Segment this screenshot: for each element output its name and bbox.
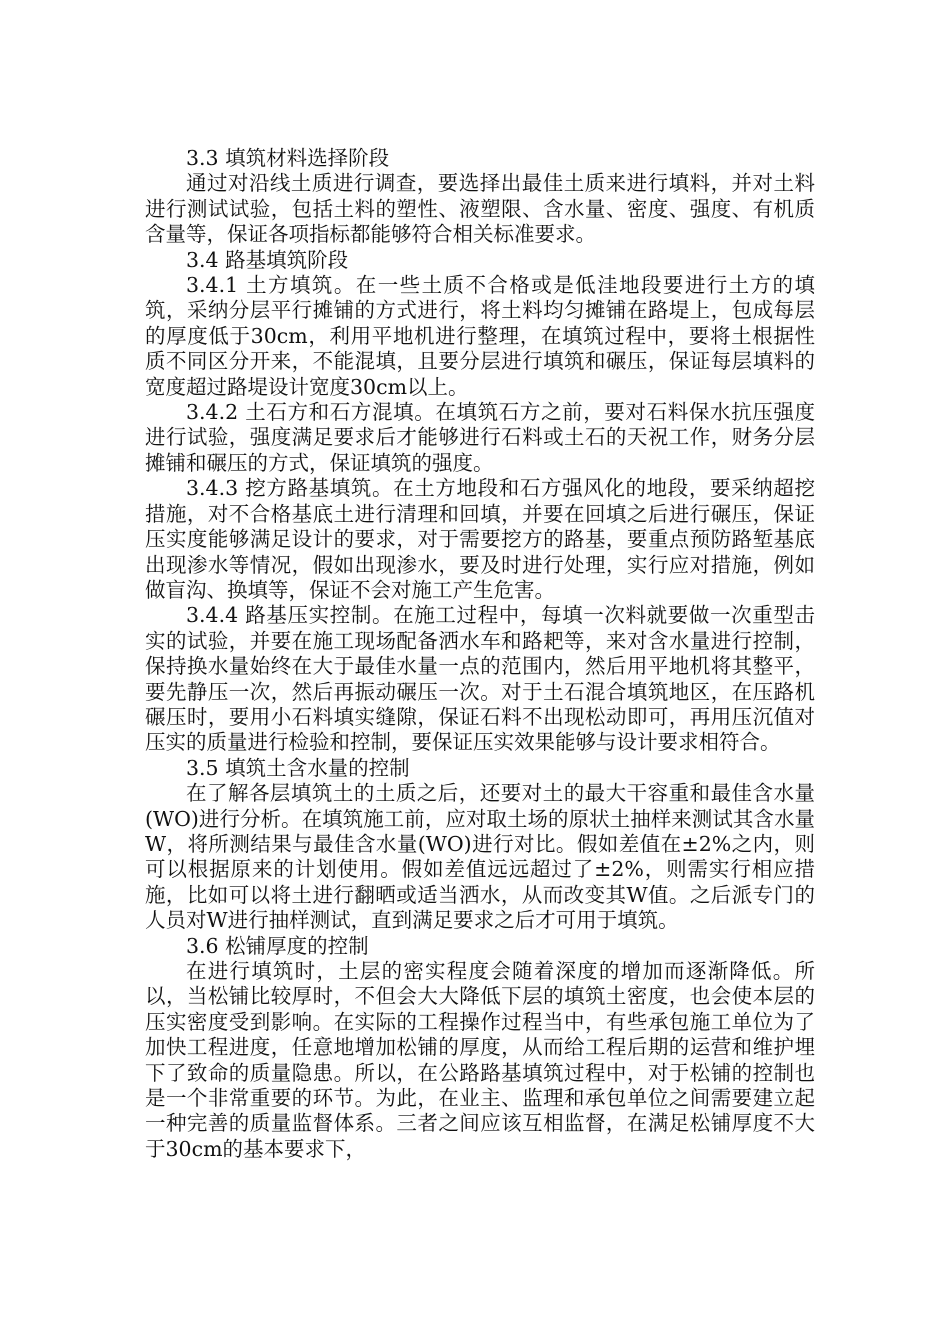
paragraph-compaction-control: 3.4.4 路基压实控制。在施工过程中，每填一次料就要做一次重型击实的试验，并要在施工现场配备洒水车和路耙等，来对含水量进行控制，保持换水量始终在大于最佳水量一点的范围内，然后用平地机将其整平，要先静压一次，然后再振动碾压一次。对于土石混合填筑地区，在压路机碾压时，要用小石料填实缝隙，保证石料不出现松动即可，再用压沉值对压实的质量进行检验和控制，要保证压实效果能够与设计要求相符合。 [145,603,815,755]
paragraph-loose-thickness-control: 在进行填筑时，土层的密实程度会随着深度的增加而逐渐降低。所以，当松铺比较厚时，不但会大大降低下层的填筑土密度，也会使本层的压实密度受到影响。在实际的工程操作过程当中，有些承包施工单位为了加快工程进度，任意地增加松铺的厚度，从而给工程后期的运营和维护埋下了致命的质量隐患。所以，在公路路基填筑过程中，对于松铺的控制也是一个非常重要的环节。为此，在业主、监理和承包单位之间需要建立起一种完善的质量监督体系。三者之间应该互相监督，在满足松铺厚度不大于30cm的基本要求下， [145,959,815,1161]
paragraph-excavation-subgrade: 3.4.3 挖方路基填筑。在土方地段和石方强风化的地段，要采纳超挖措施，对不合格基底土进行清理和回填，并要在回填之后进行碾压，保证压实度能够满足设计的要求，对于需要挖方的路基，要重点预防路堑基底出现渗水等情况，假如出现渗水，要及时进行处理，实行应对措施，例如做盲沟、换填等，保证不会对施工产生危害。 [145,476,815,602]
section-heading-3-3: 3.3 填筑材料选择阶段 [186,146,390,170]
paragraph-material-selection: 通过对沿线土质进行调查，要选择出最佳土质来进行填料，并对土料进行测试试验，包括土料的塑性、液塑限、含水量、密度、强度、有机质含量等，保证各项指标都能够符合相关标准要求。 [145,171,815,247]
document-page [145,146,815,1162]
section-heading-3-6: 3.6 松铺厚度的控制 [186,933,369,958]
paragraph-moisture-control: 在了解各层填筑土的土质之后，还要对土的最大干容重和最佳含水量(WO)进行分析。在填筑施工前，应对取土场的原状土抽样来测试其含水量W，将所测结果与最佳含水量(WO)进行对比。假如差值在±2%之内，则可以根据原来的计划使用。假如差值远远超过了±2%，则需实行相应措施，比如可以将土进行翻晒或适当洒水，从而改变其W值。之后派专门的人员对W进行抽样测试，直到满足要求之后才可用于填筑。 [145,781,815,933]
section-heading-3-5: 3.5 填筑土含水量的控制 [186,755,410,780]
paragraph-earth-rock-mixed-filling: 3.4.2 土石方和石方混填。在填筑石方之前，要对石料保水抗压强度进行试验，强度满足要求后才能够进行石料或土石的天祝工作，财务分层摊铺和碾压的方式，保证填筑的强度。 [145,400,815,475]
paragraph-earthwork-filling: 3.4.1 土方填筑。在一些土质不合格或是低洼地段要进行土方的填筑，采纳分层平行摊铺的方式进行，将土料均匀摊铺在路堤上，包成每层的厚度低于30cm，利用平地机进行整理，在填筑过程中，要将土根据性质不同区分开来，不能混填，且要分层进行填筑和碾压，保证每层填料的宽度超过路堤设计宽度30cm以上。 [145,273,815,399]
section-heading-3-4: 3.4 路基填筑阶段 [186,247,349,272]
